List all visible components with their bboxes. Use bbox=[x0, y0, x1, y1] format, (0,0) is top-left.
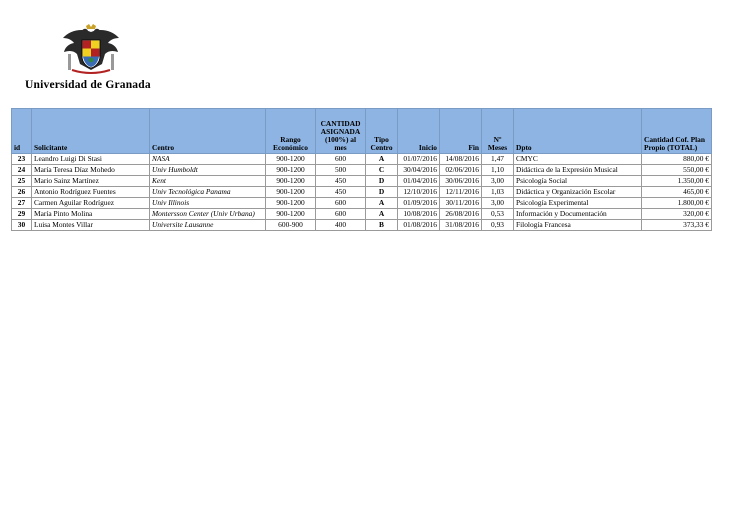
cell-cofin: 1.800,00 € bbox=[642, 198, 712, 209]
table-header-row bbox=[12, 109, 712, 154]
cell-centro: Univ Tecnológica Panama bbox=[150, 187, 266, 198]
cell-tipo: D bbox=[366, 187, 398, 198]
cell-dpto: CMYC bbox=[514, 154, 642, 165]
col-header-dpto: Dpto bbox=[514, 109, 642, 154]
cell-tipo: C bbox=[366, 165, 398, 176]
cell-solicitante: Leandro Luigi Di Stasi bbox=[32, 154, 150, 165]
cell-cofin: 320,00 € bbox=[642, 209, 712, 220]
cell-cantidad: 600 bbox=[316, 154, 366, 165]
table-row bbox=[12, 198, 712, 209]
university-crest-icon bbox=[60, 24, 122, 78]
cell-cantidad: 400 bbox=[316, 220, 366, 231]
cell-fin: 02/06/2016 bbox=[440, 165, 482, 176]
cell-inicio: 01/09/2016 bbox=[398, 198, 440, 209]
col-header-cantidad: CANTIDAD ASIGNADA (100%) al mes bbox=[316, 109, 366, 154]
cell-id: 30 bbox=[12, 220, 32, 231]
cell-solicitante: Antonio Rodríguez Fuentes bbox=[32, 187, 150, 198]
cell-solicitante: María Pinto Molina bbox=[32, 209, 150, 220]
cell-dpto: Didáctica de la Expresión Musical bbox=[514, 165, 642, 176]
cell-id: 23 bbox=[12, 154, 32, 165]
col-header-id: id bbox=[12, 109, 32, 154]
cell-rango: 900-1200 bbox=[266, 209, 316, 220]
cell-fin: 26/08/2016 bbox=[440, 209, 482, 220]
cell-rango: 900-1200 bbox=[266, 165, 316, 176]
cell-id: 25 bbox=[12, 176, 32, 187]
cell-meses: 0,53 bbox=[482, 209, 514, 220]
cell-centro: NASA bbox=[150, 154, 266, 165]
cell-fin: 31/08/2016 bbox=[440, 220, 482, 231]
cell-inicio: 01/04/2016 bbox=[398, 176, 440, 187]
cell-dpto: Información y Documentación bbox=[514, 209, 642, 220]
cell-solicitante: Carmen Aguilar Rodríguez bbox=[32, 198, 150, 209]
cell-fin: 12/11/2016 bbox=[440, 187, 482, 198]
cell-cantidad: 450 bbox=[316, 187, 366, 198]
cell-id: 27 bbox=[12, 198, 32, 209]
cell-inicio: 30/04/2016 bbox=[398, 165, 440, 176]
table-row bbox=[12, 154, 712, 165]
cell-solicitante: Luisa Montes Villar bbox=[32, 220, 150, 231]
cell-centro: Universite Lausanne bbox=[150, 220, 266, 231]
col-header-meses: Nº Meses bbox=[482, 109, 514, 154]
cell-dpto: Filología Francesa bbox=[514, 220, 642, 231]
col-header-rango: Rango Económico bbox=[266, 109, 316, 154]
cell-cantidad: 450 bbox=[316, 176, 366, 187]
col-header-cofin: Cantidad Cof. Plan Propio (TOTAL) bbox=[642, 109, 712, 154]
institution-name: Universidad de Granada bbox=[25, 79, 151, 91]
cell-fin: 30/06/2016 bbox=[440, 176, 482, 187]
cell-cantidad: 600 bbox=[316, 209, 366, 220]
cell-fin: 14/08/2016 bbox=[440, 154, 482, 165]
cell-meses: 0,93 bbox=[482, 220, 514, 231]
col-header-inicio: Inicio bbox=[398, 109, 440, 154]
cell-dpto: Psicología Social bbox=[514, 176, 642, 187]
cell-cofin: 1.350,00 € bbox=[642, 176, 712, 187]
table-row bbox=[12, 165, 712, 176]
cell-cofin: 373,33 € bbox=[642, 220, 712, 231]
cell-cofin: 550,00 € bbox=[642, 165, 712, 176]
cell-fin: 30/11/2016 bbox=[440, 198, 482, 209]
table-row bbox=[12, 187, 712, 198]
cell-centro: Univ Illinois bbox=[150, 198, 266, 209]
cell-rango: 900-1200 bbox=[266, 198, 316, 209]
cell-rango: 600-900 bbox=[266, 220, 316, 231]
cell-centro: Montersson Center (Univ Urbana) bbox=[150, 209, 266, 220]
table-row bbox=[12, 220, 712, 231]
cell-meses: 1,10 bbox=[482, 165, 514, 176]
cell-cantidad: 500 bbox=[316, 165, 366, 176]
cell-centro: Univ Humboldt bbox=[150, 165, 266, 176]
col-header-fin: Fin bbox=[440, 109, 482, 154]
cell-inicio: 10/08/2016 bbox=[398, 209, 440, 220]
cell-id: 24 bbox=[12, 165, 32, 176]
cell-tipo: D bbox=[366, 176, 398, 187]
col-header-tipo: Tipo Centro bbox=[366, 109, 398, 154]
cell-dpto: Psicología Experimental bbox=[514, 198, 642, 209]
cell-solicitante: Mario Sainz Martínez bbox=[32, 176, 150, 187]
table-row bbox=[12, 209, 712, 220]
col-header-centro: Centro bbox=[150, 109, 266, 154]
cell-rango: 900-1200 bbox=[266, 187, 316, 198]
cell-inicio: 01/07/2016 bbox=[398, 154, 440, 165]
cell-tipo: A bbox=[366, 198, 398, 209]
cell-rango: 900-1200 bbox=[266, 154, 316, 165]
data-table bbox=[11, 108, 712, 231]
cell-id: 26 bbox=[12, 187, 32, 198]
cell-tipo: A bbox=[366, 154, 398, 165]
cell-cantidad: 600 bbox=[316, 198, 366, 209]
cell-cofin: 465,00 € bbox=[642, 187, 712, 198]
cell-meses: 1,47 bbox=[482, 154, 514, 165]
col-header-solicitante: Solicitante bbox=[32, 109, 150, 154]
cell-cofin: 880,00 € bbox=[642, 154, 712, 165]
cell-dpto: Didáctica y Organización Escolar bbox=[514, 187, 642, 198]
cell-centro: Kent bbox=[150, 176, 266, 187]
cell-tipo: B bbox=[366, 220, 398, 231]
cell-meses: 3,00 bbox=[482, 198, 514, 209]
cell-solicitante: María Teresa Díaz Mohedo bbox=[32, 165, 150, 176]
cell-inicio: 01/08/2016 bbox=[398, 220, 440, 231]
cell-id: 29 bbox=[12, 209, 32, 220]
cell-tipo: A bbox=[366, 209, 398, 220]
table-row bbox=[12, 176, 712, 187]
cell-rango: 900-1200 bbox=[266, 176, 316, 187]
cell-meses: 1,03 bbox=[482, 187, 514, 198]
cell-inicio: 12/10/2016 bbox=[398, 187, 440, 198]
cell-meses: 3,00 bbox=[482, 176, 514, 187]
